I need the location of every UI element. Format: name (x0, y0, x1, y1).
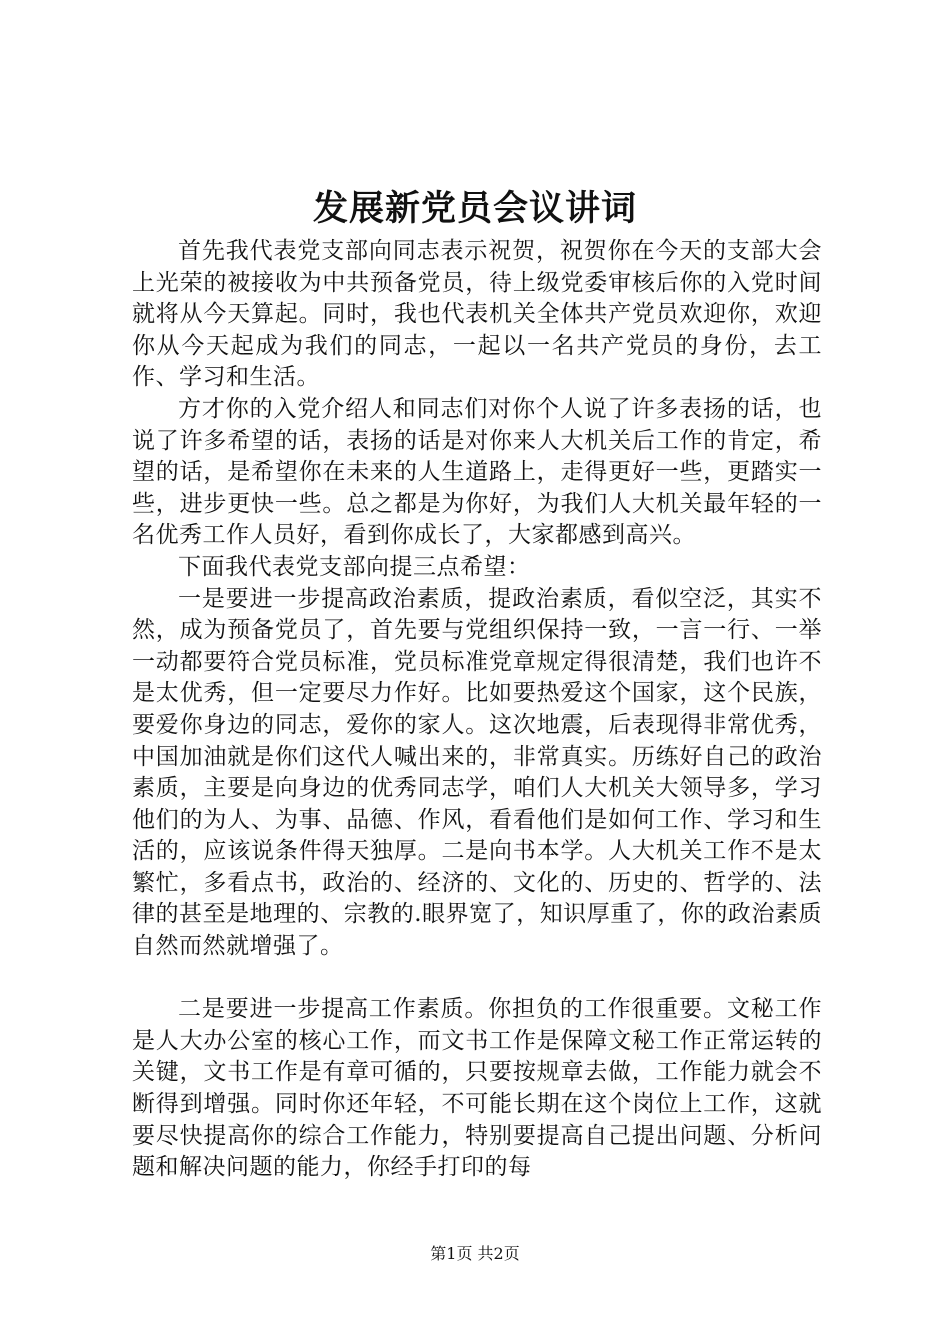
paragraph-three-hopes: 下面我代表党支部向提三点希望： (178, 553, 531, 580)
paragraph-work-quality: 二是要进一步提高工作素质。你担负的工作很重要。文秘工作是人大办公室的核心工作，而文书工作是保障文秘工作正常运转的关键，文书工作是有章可循的，只要按规章去做，工作能力就会不断得到增强。同时你还年轻，不可能长期在这个岗位上工作，这就要尽快提高你的综合工作能力，特别要提高自己提出问题、分析问题和解决问题的能力，你经手打印的每 (132, 996, 822, 1181)
paragraph-introducers: 方才你的入党介绍人和同志们对你个人说了许多表扬的话，也说了许多希望的话，表扬的话是对你来人大机关后工作的肯定，希望的话，是希望你在未来的人生道路上，走得更好一些，更踏实一些，进步更快一些。总之都是为你好，为我们人大机关最年轻的一名优秀工作人员好，看到你成长了，大家都感到高兴。 (132, 395, 822, 549)
page-number: 第1页 共2页 (430, 1244, 520, 1263)
document-body (132, 236, 822, 1184)
document-title: 发展新党员会议讲词 (312, 188, 637, 229)
paragraph-congratulations: 首先我代表党支部向同志表示祝贺，祝贺你在今天的支部大会上光荣的被接收为中共预备党员，待上级党委审核后你的入党时间就将从今天算起。同时，我也代表机关全体共产党员欢迎你，欢迎你从今天起成为我们的同志，一起以一名共产党员的身份，去工作、学习和生活。 (132, 238, 822, 391)
paragraph-political-quality: 一是要进一步提高政治素质，提政治素质，看似空泛，其实不然，成为预备党员了，首先要与党组织保持一致，一言一行、一举一动都要符合党员标准，党员标准党章规定得很清楚，我们也许不是太优秀，但一定要尽力作好。比如要热爱这个国家，这个民族，要爱你身边的同志，爱你的家人。这次地震，后表现得非常优秀，中国加油就是你们这代人喊出来的，非常真实。历练好自己的政治素质，主要是向身边的优秀同志学，咱们人大机关大领导多，学习他们的为人、为事、品德、作风，看看他们是如何工作、学习和生活的，应该说条件得天独厚。二是向书本学。人大机关工作不是太繁忙，多看点书，政治的、经济的、文化的、历史的、哲学的、法律的甚至是地理的、宗教的.眼界宽了，知识厚重了，你的政治素质自然而然就增强了。 (132, 585, 822, 960)
